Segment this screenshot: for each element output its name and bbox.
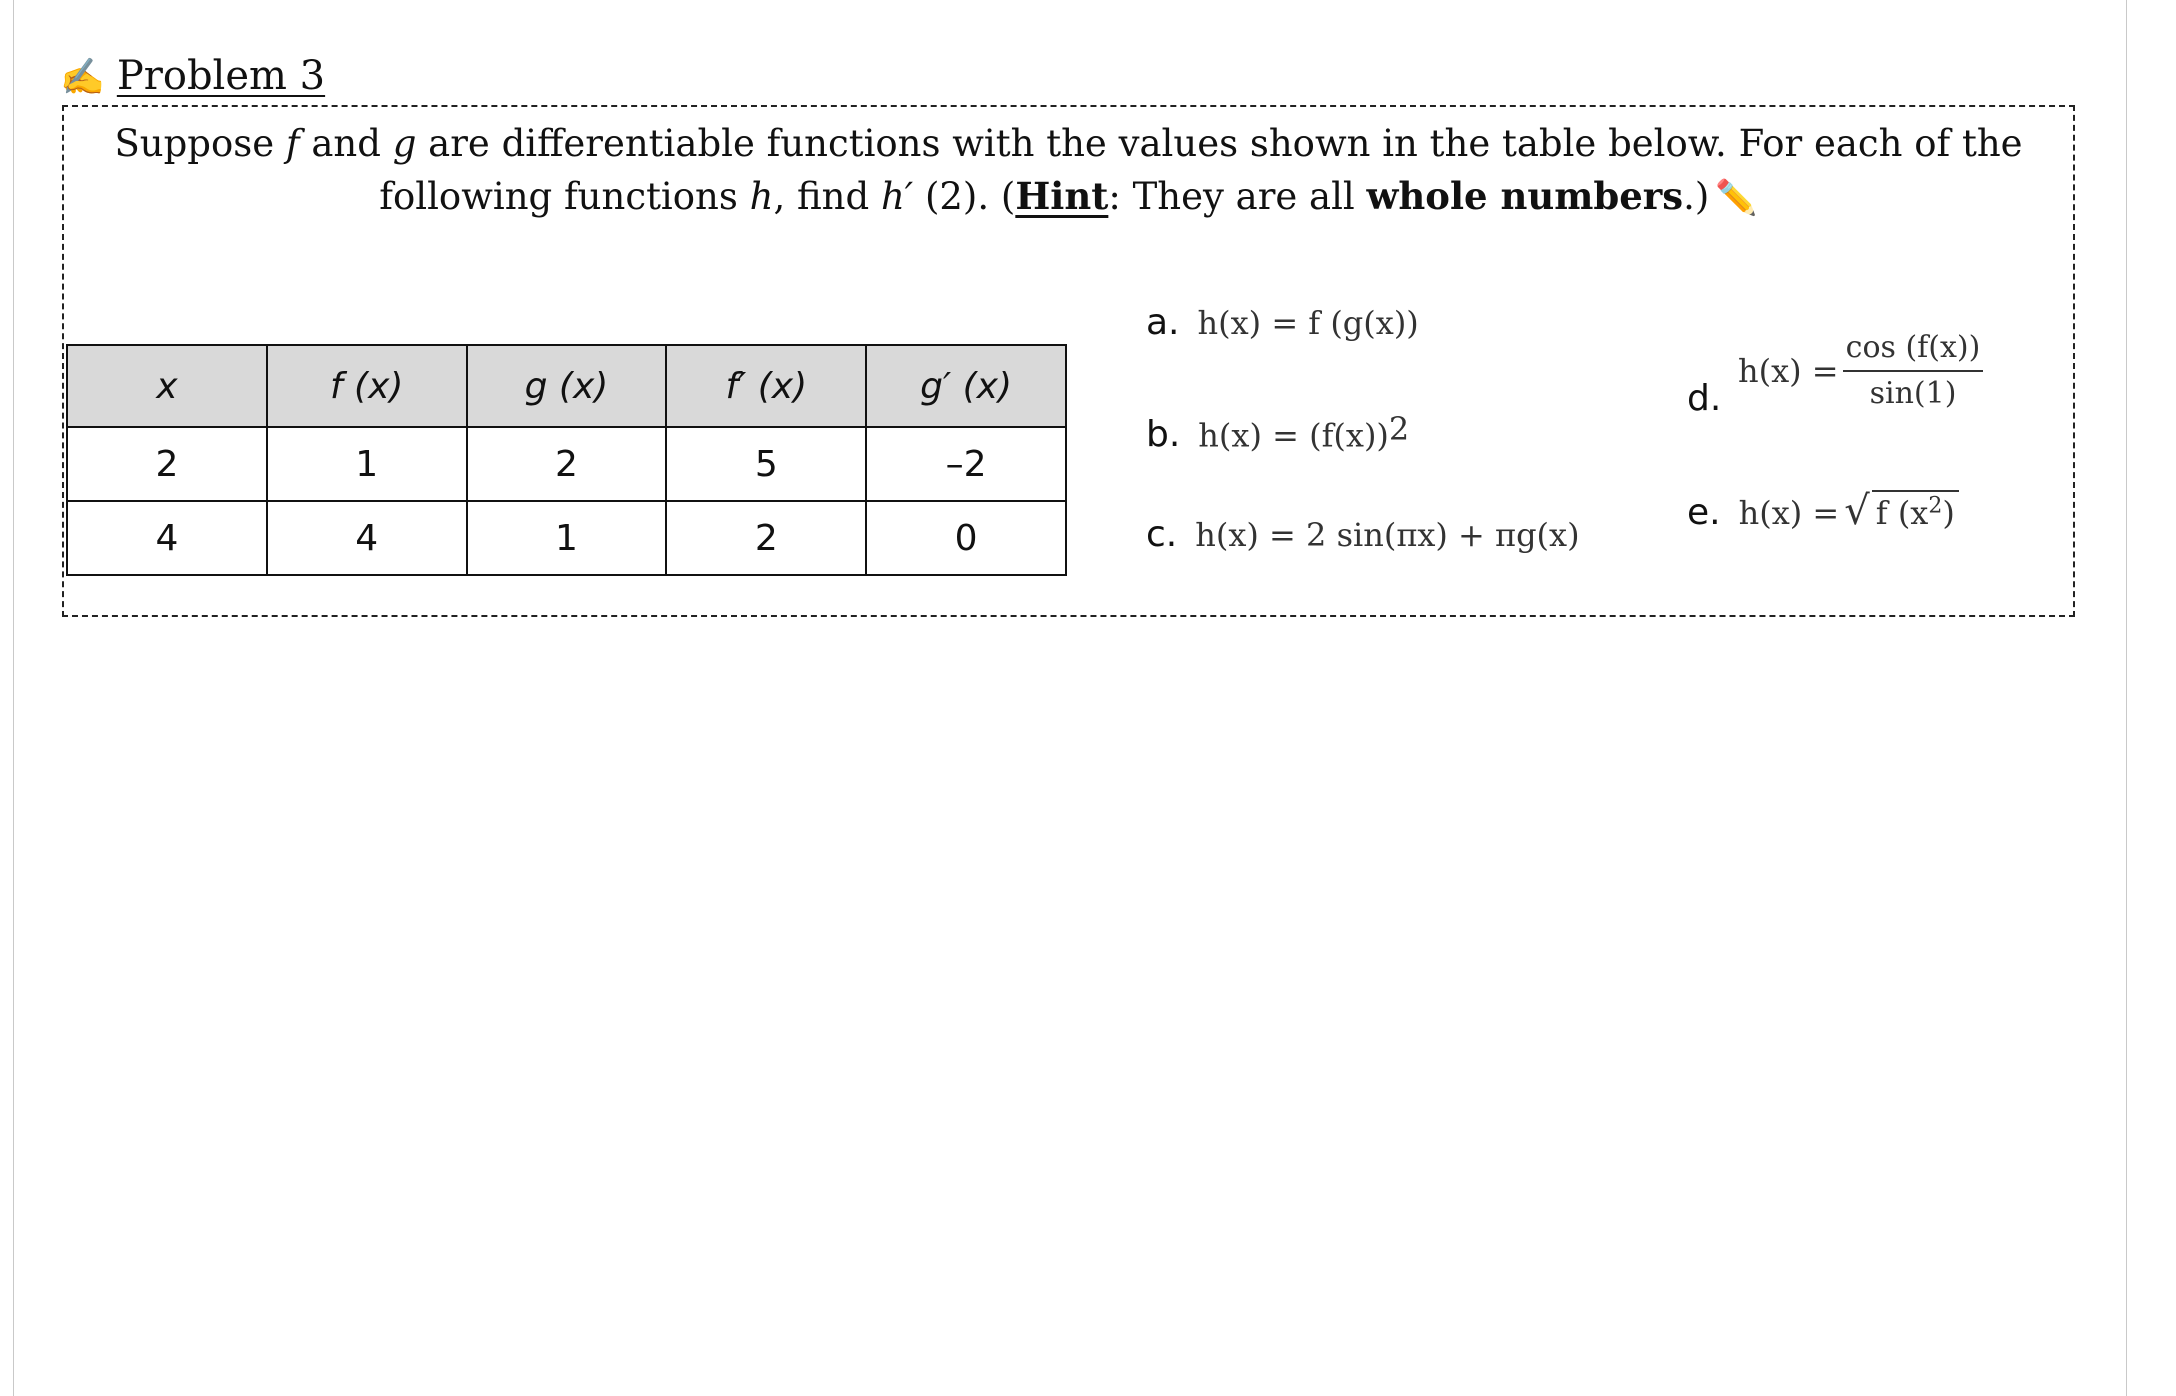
hint-label: Hint xyxy=(1015,174,1109,218)
part-b-expression: h(x) = (f(x)) xyxy=(1198,416,1389,455)
part-c xyxy=(1146,514,1580,555)
problem-title xyxy=(60,52,325,102)
table-row xyxy=(67,501,1066,575)
part-d-lhs: h(x) = xyxy=(1738,352,1839,390)
part-e-radicand: f $(x^2)$ xyxy=(1872,490,1959,532)
values-table xyxy=(66,344,1067,576)
pencil-icon: ✏️ xyxy=(1715,178,1758,218)
part-b xyxy=(1146,410,1409,455)
part-b-exponent: 2 xyxy=(1388,410,1410,448)
table-cell: –2 xyxy=(866,427,1066,501)
table-header-row xyxy=(67,345,1066,427)
part-c-label: c. xyxy=(1146,514,1178,555)
table-cell: 1 xyxy=(267,427,467,501)
part-d-fraction xyxy=(1843,330,1983,412)
part-e-lhs: h(x) = xyxy=(1738,494,1840,532)
part-e xyxy=(1687,488,1959,534)
problem-statement: Suppose f and g are differentiable functions with the values shown in the table below. For each of the following functions h, find h′ (2). (Hint: They are all whole numbers.) ✏️ xyxy=(76,118,2061,224)
part-a-expression: h(x) = f (g(x)) xyxy=(1197,304,1419,342)
part-c-expression: h(x) = 2 sin(πx) + πg(x) xyxy=(1195,516,1580,554)
header-gprime: g′ (x) xyxy=(866,345,1066,427)
table-cell: 4 xyxy=(67,501,267,575)
header-g: g (x) xyxy=(467,345,667,427)
table-cell: 4 xyxy=(267,501,467,575)
table-cell: 2 xyxy=(467,427,667,501)
header-fprime: f′ (x) xyxy=(666,345,866,427)
part-e-label: e. xyxy=(1687,492,1721,533)
part-a xyxy=(1146,302,1419,343)
table-cell: 1 xyxy=(467,501,667,575)
part-b-label: b. xyxy=(1146,414,1181,456)
table-row xyxy=(67,427,1066,501)
hint-emphasis: whole numbers xyxy=(1366,174,1684,218)
part-d-numerator: cos (f(x)) xyxy=(1843,330,1983,372)
sqrt-sign: √ xyxy=(1844,488,1870,534)
page-edge-right xyxy=(2126,0,2127,1396)
header-x: x xyxy=(67,345,267,427)
table-cell: 2 xyxy=(666,501,866,575)
table-cell: 5 xyxy=(666,427,866,501)
part-d-denominator: sin(1) xyxy=(1869,376,1957,411)
table-cell: 2 xyxy=(67,427,267,501)
part-e-sqrt xyxy=(1844,488,1959,534)
table-cell: 0 xyxy=(866,501,1066,575)
problem-title-text: Problem 3 xyxy=(116,53,326,99)
part-d-label: d. xyxy=(1687,378,1722,419)
part-a-label: a. xyxy=(1146,302,1180,343)
writing-hand-icon: ✍ xyxy=(60,57,105,98)
header-f: f (x) xyxy=(267,345,467,427)
page-edge-left xyxy=(13,0,14,1396)
